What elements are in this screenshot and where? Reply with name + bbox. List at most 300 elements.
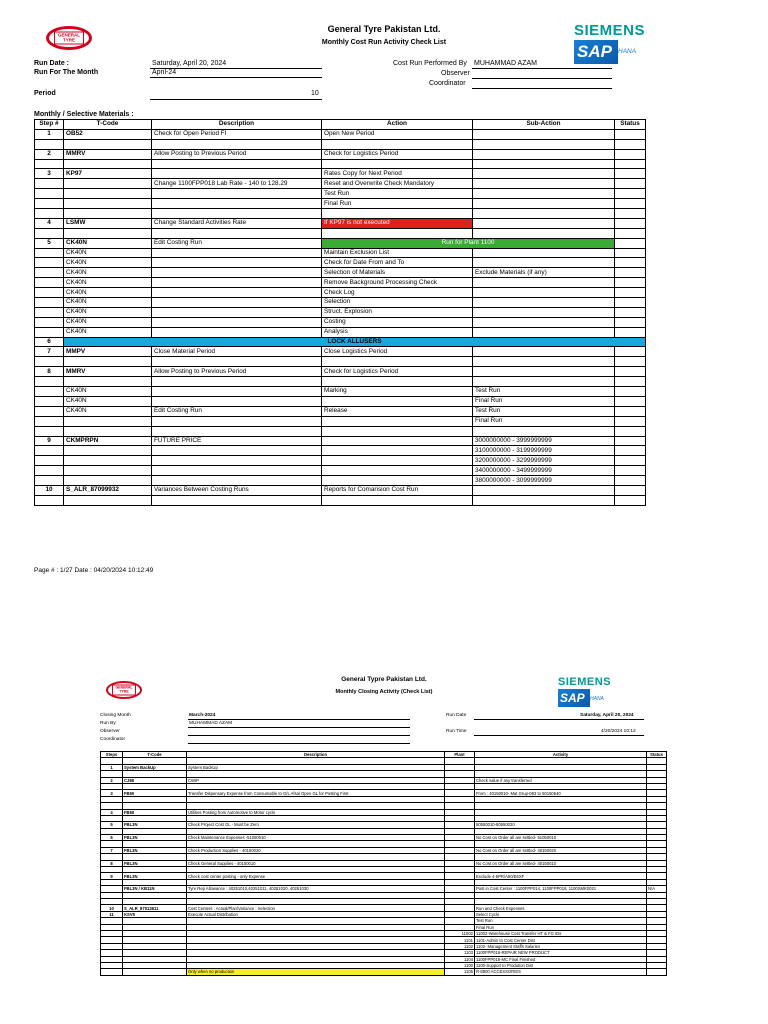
table-cell [35, 466, 64, 476]
table-cell [473, 258, 615, 268]
table-cell: FUTURE PRICE [152, 436, 322, 446]
table-cell [322, 396, 473, 406]
table-row [35, 387, 646, 397]
col-steps: Steps [101, 752, 123, 758]
coordinator-line-2 [188, 743, 410, 744]
sap-logo-2: SAP [558, 689, 590, 707]
closing-month-label: Closing Month [100, 713, 131, 718]
table-row [35, 436, 646, 446]
siemens-logo: SIEMENS [574, 22, 646, 39]
table-cell [473, 495, 615, 505]
table-cell: 2 [101, 777, 123, 783]
table-cell: From : 40150010- Mat Grup-083 to 50150640 [475, 790, 647, 796]
table-row [35, 129, 646, 139]
table-cell [152, 209, 322, 219]
table-cell: Allow Posting to Previous Period [152, 149, 322, 159]
table-cell [64, 189, 152, 199]
table-cell [152, 298, 322, 308]
table-row [35, 209, 646, 219]
table-cell: FB50 [123, 809, 187, 815]
performed-by-value: MUHAMMAD AZAM [474, 60, 537, 67]
table-cell: N/A [647, 886, 667, 892]
table-row [35, 179, 646, 189]
table-row [35, 278, 646, 288]
table-cell: KSV5 [123, 911, 187, 917]
closing-month-value: March-2024 [189, 713, 216, 718]
table-cell [473, 149, 615, 159]
table-cell: No Cost on Order all are settled- 51050010 [475, 835, 647, 841]
table-cell [615, 426, 646, 436]
table-cell: Remove Background Processing Check [322, 278, 473, 288]
siemens-logo-2: SIEMENS [558, 676, 612, 688]
table-cell [152, 228, 322, 238]
table-cell: S_ALR_87099932 [64, 485, 152, 495]
table-row [35, 317, 646, 327]
table-cell [152, 317, 322, 327]
table-cell [35, 456, 64, 466]
table-cell [473, 426, 615, 436]
table-cell: Change 1100FPP018 Lab Rate - 140 to 128.29 [152, 179, 322, 189]
table-cell [615, 377, 646, 387]
table-cell [473, 347, 615, 357]
table-cell [615, 387, 646, 397]
table-cell [152, 466, 322, 476]
table-cell: Run and Check Expenses [475, 905, 647, 911]
table-cell: MMRV [64, 149, 152, 159]
table-cell: Final Run [322, 199, 473, 209]
table-cell: FBL3N [123, 835, 187, 841]
table-cell [35, 495, 64, 505]
table-cell [152, 416, 322, 426]
table-row [35, 347, 646, 357]
table-cell [35, 268, 64, 278]
table-row [35, 337, 646, 347]
table-cell [473, 159, 615, 169]
table-cell [152, 327, 322, 337]
table-cell: Test Run [473, 387, 615, 397]
table-cell [35, 327, 64, 337]
table-cell [35, 317, 64, 327]
table-cell [615, 476, 646, 486]
table-cell: 1 [35, 129, 64, 139]
col-sub-action: Sub-Action [473, 120, 615, 130]
run-month-value: April-24 [152, 69, 177, 76]
table-row [35, 258, 646, 268]
table-cell: If KP97 is not executed [322, 218, 473, 228]
table-cell [615, 268, 646, 278]
table-cell: Check cost center posting - only Expense [187, 873, 445, 879]
period-line [150, 99, 322, 100]
table-cell [64, 199, 152, 209]
table-cell [615, 307, 646, 317]
table-cell [64, 416, 152, 426]
table-cell [473, 327, 615, 337]
coordinator-line [472, 88, 612, 89]
table-cell: CJ88 [123, 777, 187, 783]
table-cell [64, 139, 152, 149]
table-cell [473, 307, 615, 317]
table-cell: Check for Date From and To [322, 258, 473, 268]
table-cell: 5 [101, 822, 123, 828]
table-cell: 3000000000 - 3999999999 [473, 436, 615, 446]
table-cell [152, 248, 322, 258]
table-cell [473, 278, 615, 288]
table-cell: Check value if any transferred [475, 777, 647, 783]
table-cell [615, 347, 646, 357]
table-cell [615, 298, 646, 308]
table-cell: R-8800 ACCESSORIES [475, 969, 647, 975]
table-cell: Close Logistics Period [322, 347, 473, 357]
section-title: Monthly / Selective Materials : [34, 111, 134, 118]
table-cell [35, 139, 64, 149]
cost-run-table [34, 119, 646, 506]
table-cell: 1101 [445, 937, 475, 943]
table-cell: Marking [322, 387, 473, 397]
hana-logo-2: HANA [590, 696, 604, 702]
table-cell [35, 199, 64, 209]
table-cell: Final Run [473, 416, 615, 426]
table-cell: Post in Cost Center : 1100FPP014, 1100FPP018, 1100SMK0021 [475, 886, 647, 892]
table-cell [322, 209, 473, 219]
table-row [101, 969, 667, 975]
table-row [35, 298, 646, 308]
table-cell [35, 396, 64, 406]
col-tcode-2: T-Code [123, 752, 187, 758]
table-cell [152, 189, 322, 199]
table-row [35, 218, 646, 228]
table-cell [152, 258, 322, 268]
table-cell: Exclude 4-5PR/A50/E6XF [475, 873, 647, 879]
col-tcode: T-Code [64, 120, 152, 130]
sap-logo: SAP [574, 40, 618, 64]
table-row [35, 426, 646, 436]
run-by-value: MUHAMMAD AZAM [189, 721, 233, 726]
table-cell [35, 288, 64, 298]
table-cell: Allow Posting to Previous Period [152, 367, 322, 377]
table-cell: CWIP [187, 777, 445, 783]
col-status: Status [615, 120, 646, 130]
table-cell [35, 209, 64, 219]
table-cell: Variances Between Costing Runs [152, 485, 322, 495]
report-subtitle-2: Monthly Closing Activity (Check List) [335, 689, 433, 695]
table-cell [35, 189, 64, 199]
col-status-2: Status [647, 752, 667, 758]
table-cell [322, 357, 473, 367]
table-row [35, 228, 646, 238]
observer-label: Observer [441, 70, 470, 77]
table-cell: 3 [101, 790, 123, 796]
table-cell: FBL3N [123, 822, 187, 828]
table-cell: Costing [322, 317, 473, 327]
table-cell [64, 159, 152, 169]
coordinator-label: Coordinator [429, 80, 466, 87]
table-cell: Check Maintenance Expenses -51050010 [187, 835, 445, 841]
table-cell [615, 189, 646, 199]
table-cell: 11002 [445, 930, 475, 936]
run-time-line [474, 735, 644, 736]
table-cell [615, 466, 646, 476]
col-activity: Activity [475, 752, 647, 758]
table-cell [473, 199, 615, 209]
table-cell: CKMPRPN [64, 436, 152, 446]
table-cell: 1102- Management Staffs Salaries [475, 943, 647, 949]
table-cell: 1100FPP016-MC Final Finished [475, 956, 647, 962]
table-cell [64, 466, 152, 476]
table-cell [35, 377, 64, 387]
table-cell: 4 [35, 218, 64, 228]
table-cell: Open New Period [322, 129, 473, 139]
table-cell [101, 969, 123, 975]
table-cell: CK40N [64, 248, 152, 258]
observer-line-2 [188, 735, 410, 736]
table-cell [615, 485, 646, 495]
table-cell: CK40N [64, 396, 152, 406]
table-cell: FBL3N / KB11N [123, 886, 187, 892]
table-cell [152, 446, 322, 456]
table-cell [322, 139, 473, 149]
table-cell [615, 396, 646, 406]
table-cell: Struct. Explosion [322, 307, 473, 317]
table-cell [152, 426, 322, 436]
table-cell [615, 149, 646, 159]
table-cell [473, 357, 615, 367]
table-cell: Check for Logistics Period [322, 149, 473, 159]
table-cell: Analysis [322, 327, 473, 337]
table-cell: Check for Logistics Period [322, 367, 473, 377]
table-cell: 1102 [445, 943, 475, 949]
table-cell: Test Run [322, 189, 473, 199]
table-row [35, 377, 646, 387]
table-cell [322, 466, 473, 476]
performed-by-line [472, 68, 612, 69]
table-cell [152, 377, 322, 387]
table-cell: CK40N [64, 307, 152, 317]
table-row [35, 139, 646, 149]
table-cell: Reset and Overwrite Check Mandatory [322, 179, 473, 189]
table-cell [35, 476, 64, 486]
table-cell [64, 456, 152, 466]
table-cell: Check Project Cost GL - Must be Zero [187, 822, 445, 828]
table-cell [152, 139, 322, 149]
table-row [35, 406, 646, 416]
table-cell [322, 495, 473, 505]
table-cell [615, 367, 646, 377]
table-cell [473, 129, 615, 139]
table-row [35, 416, 646, 426]
table-cell: 7 [35, 347, 64, 357]
table-cell [64, 179, 152, 189]
table-cell [152, 307, 322, 317]
run-date-label-2: Run Date [446, 713, 467, 718]
table-cell [35, 426, 64, 436]
table-cell [152, 357, 322, 367]
table-cell: Check Log [322, 288, 473, 298]
table-cell [615, 436, 646, 446]
table-cell [64, 426, 152, 436]
table-cell [615, 228, 646, 238]
table-cell [152, 476, 322, 486]
table-cell [473, 298, 615, 308]
table-cell [322, 377, 473, 387]
table-cell [152, 159, 322, 169]
table-cell: 4 [101, 809, 123, 815]
col-step: Step # [35, 120, 64, 130]
table-row [35, 169, 646, 179]
table-cell [35, 446, 64, 456]
run-date-value: Saturday, April 20, 2024 [152, 60, 227, 67]
table-cell: CK40N [64, 278, 152, 288]
table-cell: 7 [101, 847, 123, 853]
table-cell: 3800000000 - 3099999999 [473, 476, 615, 486]
table-cell: Final Run [475, 924, 647, 930]
table-cell: CK40N [64, 387, 152, 397]
table-header [35, 120, 646, 130]
table-cell: CK40N [64, 317, 152, 327]
table-cell [35, 406, 64, 416]
run-time-value: 4/20/2024 10:12 [601, 729, 636, 734]
table-cell [152, 495, 322, 505]
run-time-label: Run Time [446, 729, 467, 734]
table-cell: 2 [35, 149, 64, 159]
table-cell [615, 446, 646, 456]
observer-line [472, 78, 612, 79]
table-cell [64, 495, 152, 505]
table-cell: Maintain Exclusion List [322, 248, 473, 258]
table-cell [152, 278, 322, 288]
table-cell [35, 258, 64, 268]
table-cell [35, 416, 64, 426]
table-cell: 10 [35, 485, 64, 495]
table-cell [615, 327, 646, 337]
table-cell [473, 485, 615, 495]
table-cell: CK40N [64, 238, 152, 248]
table-row [35, 288, 646, 298]
performed-by-label: Cost Run Performed By [393, 60, 467, 67]
logo-text: GENERAL TYRE [54, 32, 84, 45]
table-cell: 1103 [445, 950, 475, 956]
run-month-line [150, 77, 322, 78]
run-date-label: Run Date : [34, 60, 69, 67]
table-cell [322, 436, 473, 446]
table-cell [322, 446, 473, 456]
table-cell: Selection of Materials [322, 268, 473, 278]
table-row [35, 396, 646, 406]
table-cell: 1104 [445, 956, 475, 962]
table-cell [615, 357, 646, 367]
run-date-value-2: Saturday, April 20, 2024 [580, 713, 634, 718]
table-row [35, 466, 646, 476]
table-cell [615, 159, 646, 169]
table-cell [473, 179, 615, 189]
table-cell [152, 199, 322, 209]
table-cell: System BackUp [187, 764, 445, 770]
table-cell [615, 406, 646, 416]
table-cell: OB52 [64, 129, 152, 139]
table-cell [473, 139, 615, 149]
col-description-2: Description [187, 752, 445, 758]
logo-text-2: GENERAL TYRE [112, 685, 136, 696]
table-cell: 9 [101, 873, 123, 879]
table-cell [473, 189, 615, 199]
period-value: 10 [311, 90, 319, 97]
table-row [35, 446, 646, 456]
table-cell [647, 969, 667, 975]
table-cell [473, 377, 615, 387]
table-row [35, 248, 646, 258]
table-cell [473, 169, 615, 179]
table-cell: 9 [35, 436, 64, 446]
table-cell [35, 357, 64, 367]
table-cell [615, 179, 646, 189]
table-cell [615, 278, 646, 288]
run-date-line-2 [474, 719, 644, 720]
table-cell: 3400000000 - 3499999999 [473, 466, 615, 476]
table-cell: 11 [101, 911, 123, 917]
table-cell [615, 495, 646, 505]
table-row [35, 238, 646, 248]
table-cell: CK40N [64, 288, 152, 298]
table-cell [615, 258, 646, 268]
table-row [35, 199, 646, 209]
table-cell: 3 [35, 169, 64, 179]
table-cell [152, 456, 322, 466]
table-row [35, 327, 646, 337]
table-cell: 5 [35, 238, 64, 248]
table-cell [35, 307, 64, 317]
table-cell: 3100000000 - 3199999999 [473, 446, 615, 456]
table-cell: 8 [35, 367, 64, 377]
table-cell [473, 288, 615, 298]
table-cell [152, 288, 322, 298]
table-cell [35, 298, 64, 308]
table-cell [123, 969, 187, 975]
table-cell: Test Run [475, 918, 647, 924]
table-cell: 10 [101, 905, 123, 911]
table-row [35, 189, 646, 199]
table-cell [615, 209, 646, 219]
table-cell: CK40N [64, 268, 152, 278]
table-cell: Only when no production [187, 969, 445, 975]
period-label: Period [34, 90, 56, 97]
coordinator-label-2: Coordinator [100, 737, 126, 742]
table-cell: 50550010-50550020 [475, 822, 647, 828]
report-subtitle: Monthly Cost Run Activity Check List [321, 39, 447, 46]
table-cell: 3200000000 - 3299999999 [473, 456, 615, 466]
table-row [35, 268, 646, 278]
table-cell [322, 416, 473, 426]
table-row [35, 485, 646, 495]
table-cell: 1105 [445, 969, 475, 975]
hana-logo: HANA [618, 48, 637, 55]
table-cell: No Cost on Order all are settled- 40150020 [475, 847, 647, 853]
table-cell: CK40N [64, 258, 152, 268]
table-cell: FB50 [123, 790, 187, 796]
table-cell: Cost Centers : Actual/Plan/Variance : Selection [187, 905, 445, 911]
table-cell: 1100 [445, 962, 475, 968]
table-cell [615, 456, 646, 466]
table-cell: 6 [35, 337, 64, 347]
table-cell [473, 367, 615, 377]
table-cell [615, 238, 646, 248]
table-cell [473, 317, 615, 327]
table-cell: Selection [322, 298, 473, 308]
col-description: Description [152, 120, 322, 130]
table-cell [35, 387, 64, 397]
table-cell: Change Standard Activities Rate [152, 218, 322, 228]
table-cell: Exclude Materials (if any) [473, 268, 615, 278]
run-month-label: Run For The Month [34, 69, 99, 76]
table-cell [35, 179, 64, 189]
